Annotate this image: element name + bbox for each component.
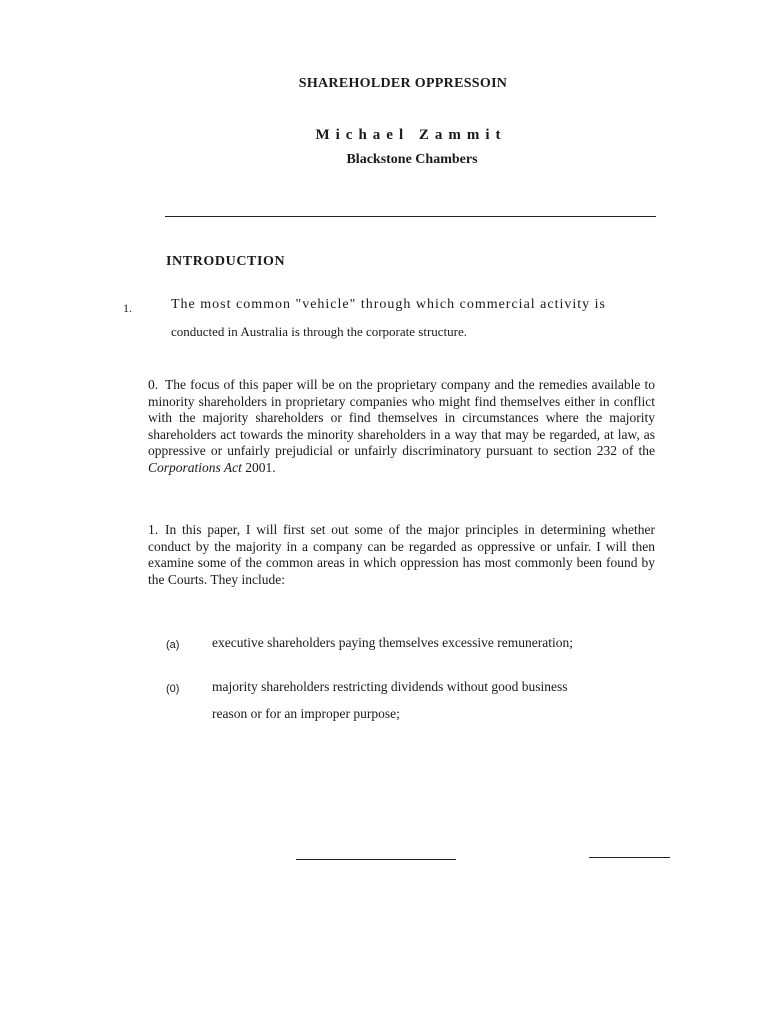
footer-line-left: [296, 859, 456, 860]
subitem-b-line-2: reason or for an improper purpose;: [212, 706, 400, 721]
author-affiliation: Blackstone Chambers: [346, 152, 478, 167]
footer-line-right: [589, 857, 670, 858]
subitem-b-line-1: majority shareholders restricting dividends without good business: [212, 679, 568, 694]
title-divider: [165, 216, 656, 217]
author-name: Michael Zammit: [315, 127, 507, 143]
paragraph-1-number: 1.: [123, 301, 132, 315]
paragraph-2-text: The focus of this paper will be on the proprietary company and the remedies available to minority shareholders in proprietary companies who might find themselves either in conflict with the majority shareholders or find themselves in circumstances where the majority shareholders act towards the minority shareholders in a way that may be regarded, at law, as oppressive or unfairly prejudicial or unfairly discriminatory pursuant to section 232 of the: [148, 377, 655, 459]
paragraph-3-text: In this paper, I will first set out some of the major principles in determining whether conduct by the majority in a company can be regarded as oppressive or unfair. I will then examine some of the common areas in which oppression has most commonly been found by the Courts. They include:: [148, 522, 655, 587]
paragraph-2-year: 2001.: [245, 459, 276, 475]
paragraph-2-act-name: Corporations Act: [148, 459, 242, 475]
paragraph-3-number: 1.: [148, 522, 159, 537]
subitem-a-label: (a): [166, 639, 180, 651]
paragraph-1-line-2: conducted in Australia is through the corporate structure.: [171, 324, 468, 339]
document-title: SHAREHOLDER OPPRESSOIN: [298, 76, 508, 91]
subitem-a-text: executive shareholders paying themselves excessive remuneration;: [212, 635, 573, 650]
section-heading: INTRODUCTION: [166, 254, 286, 269]
subitem-b-label: (0): [166, 683, 180, 695]
paragraph-3: [148, 522, 655, 588]
paragraph-2-number: 0.: [148, 377, 159, 392]
paragraph-1-line-1: The most common "vehicle" through which commercial activity is: [171, 297, 607, 312]
paragraph-2: [148, 377, 655, 477]
